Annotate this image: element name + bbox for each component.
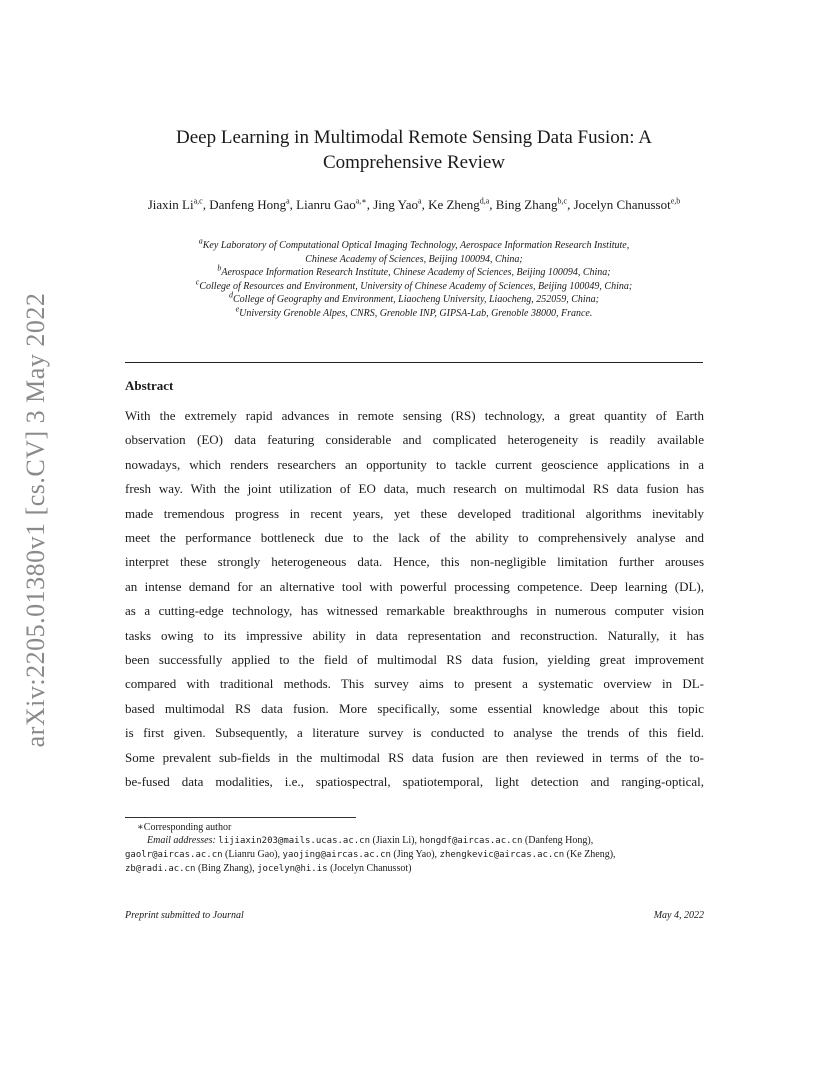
email-line-2 <box>125 848 705 862</box>
email-link[interactable]: yaojing@aircas.ac.cn <box>282 850 391 860</box>
affiliation-b: $^b$Aerospace Information Research Institute, Chinese Academy of Sciences, Beijing 100094, China; <box>217 263 611 278</box>
email-owner: (Jiaxin Li), <box>372 835 417 846</box>
affiliation-c: $^c$College of Resources and Environment, University of Chinese Academy of Sciences, Beijing 100049, China; <box>195 277 633 292</box>
abstract-line: made tremendous progress in recent years, yet these developed traditional algorithms inevitably <box>125 505 704 521</box>
email-link[interactable]: jocelyn@hi.is <box>257 864 328 874</box>
email-owner: (Bing Zhang), <box>197 863 255 874</box>
footer-date: May 4, 2022 <box>653 910 704 921</box>
author-sup: b,c <box>557 196 568 206</box>
title-line-1: Deep Learning in Multimodal Remote Sensing Data Fusion: A <box>176 127 652 148</box>
corresponding-author-note: ∗Corresponding author <box>137 822 232 833</box>
email-owner: (Ke Zheng), <box>566 849 616 860</box>
preprint-note: Preprint submitted to Journal <box>125 910 244 921</box>
email-link[interactable]: hongdf@aircas.ac.cn <box>419 836 523 846</box>
author-name: Ke Zheng <box>428 197 480 212</box>
affiliation-a: $^a$Key Laboratory of Computational Optical Imaging Technology, Aerospace Information Research Institute, <box>198 236 630 251</box>
abstract-line: tasks owing to its impressive ability in data representation and reconstruction. Naturally, it has <box>125 627 704 643</box>
author-sup: e,b <box>670 196 681 206</box>
author-sup: a,c <box>193 196 203 206</box>
author-name: Jing Yao <box>373 197 419 212</box>
author-name: Danfeng Hong <box>209 197 287 212</box>
email-link[interactable]: gaolr@aircas.ac.cn <box>125 850 223 860</box>
author-sup: a,∗ <box>355 196 367 206</box>
abstract-line: interpret these strongly heterogeneous data. Hence, this non-negligible limitation further arouses <box>125 554 704 570</box>
author-sup: d,a <box>479 196 490 206</box>
arxiv-stamp-text: arXiv:2205.01380v1 [cs.CV] 3 May 2022 <box>21 292 50 748</box>
abstract-line: observation (EO) data featuring considerable and complicated heterogeneity is readily available <box>125 432 704 448</box>
abstract-line: nowadays, which renders researchers an opportunity to tackle current geoscience applications in a <box>125 456 704 472</box>
title-line-2: Comprehensive Review <box>322 152 506 173</box>
abstract-line: an intense demand for an alternative tool with powerful processing competence. Deep learning (DL), <box>125 578 704 594</box>
footnote-divider <box>125 817 356 818</box>
author-sup: a <box>418 196 422 206</box>
email-line-3 <box>125 862 705 876</box>
email-link[interactable]: zhengkevic@aircas.ac.cn <box>439 850 565 860</box>
affiliation-e: $^e$University Grenoble Alpes, CNRS, Grenoble INP, GIPSA-Lab, Grenoble 38000, France. <box>235 304 593 319</box>
abstract-line: be-fused data modalities, i.e., spatiospectral, spatiotemporal, light detection and ranging-optical, <box>125 774 704 790</box>
abstract-line: With the extremely rapid advances in remote sensing (RS) technology, a great quantity of Earth <box>125 408 704 423</box>
affiliation-d: $^d$College of Geography and Environment, Liaocheng University, Liaocheng, 252059, China; <box>229 290 599 305</box>
abstract-line: compared with traditional methods. This survey aims to present a systematic overview in DL- <box>125 676 704 692</box>
abstract-line: been successfully applied to the field of multimodal RS data fusion, yielding great improvement <box>125 652 704 668</box>
author-list: Jiaxin Li$^{a,c}$, Danfeng Hong$^a$, Lianru Gao$^{a,∗}$, Jing Yao$^a$, Ke Zheng$^{d,a}$, Bing Zhang$^{b,c}$, Jocelyn Chanussot$^{e,b}$ <box>147 196 681 212</box>
email-owner: (Lianru Gao), <box>225 849 281 860</box>
abstract-line: as a cutting-edge technology, has witnessed remarkable breakthroughs in numerous computer vision <box>125 603 704 619</box>
abstract-line: is first given. Subsequently, a literature survey is conducted to analyse the trends of this field. <box>125 725 704 741</box>
email-owner: (Danfeng Hong), <box>524 835 594 846</box>
email-line-1 <box>125 834 705 848</box>
header-divider <box>125 362 703 363</box>
author-name: Bing Zhang <box>495 197 558 212</box>
affiliation-a-cont: Chinese Academy of Sciences, Beijing 100094, China; <box>305 253 523 265</box>
footnotes <box>125 821 705 876</box>
author-name: Jocelyn Chanussot <box>573 197 671 212</box>
email-owner: (Jocelyn Chanussot) <box>330 863 412 874</box>
email-owner: (Jing Yao), <box>393 849 438 860</box>
email-link[interactable]: zb@radi.ac.cn <box>125 864 196 874</box>
abstract-line: meet the performance bottleneck due to the lack of the ability to comprehensively analyse and <box>125 530 704 546</box>
author-sup: a <box>286 196 290 206</box>
abstract-line: Some prevalent sub-fields in the multimodal RS data fusion are then reviewed in terms of the to- <box>125 749 704 765</box>
paper-title <box>125 125 703 175</box>
abstract-heading: Abstract <box>125 378 174 393</box>
arxiv-stamp <box>14 280 58 760</box>
email-link[interactable]: lijiaxin203@mails.ucas.ac.cn <box>218 836 371 846</box>
affiliations <box>105 236 723 320</box>
email-label: Email addresses: <box>147 835 216 846</box>
author-name: Jiaxin Li <box>147 197 194 212</box>
abstract-line: based multimodal RS data fusion. More specifically, some essential knowledge about this topic <box>125 700 704 716</box>
author-name: Lianru Gao <box>296 197 356 212</box>
abstract-body <box>125 404 704 795</box>
abstract-line: fresh way. With the joint utilization of EO data, much research on multimodal RS data fusion has <box>125 481 704 497</box>
